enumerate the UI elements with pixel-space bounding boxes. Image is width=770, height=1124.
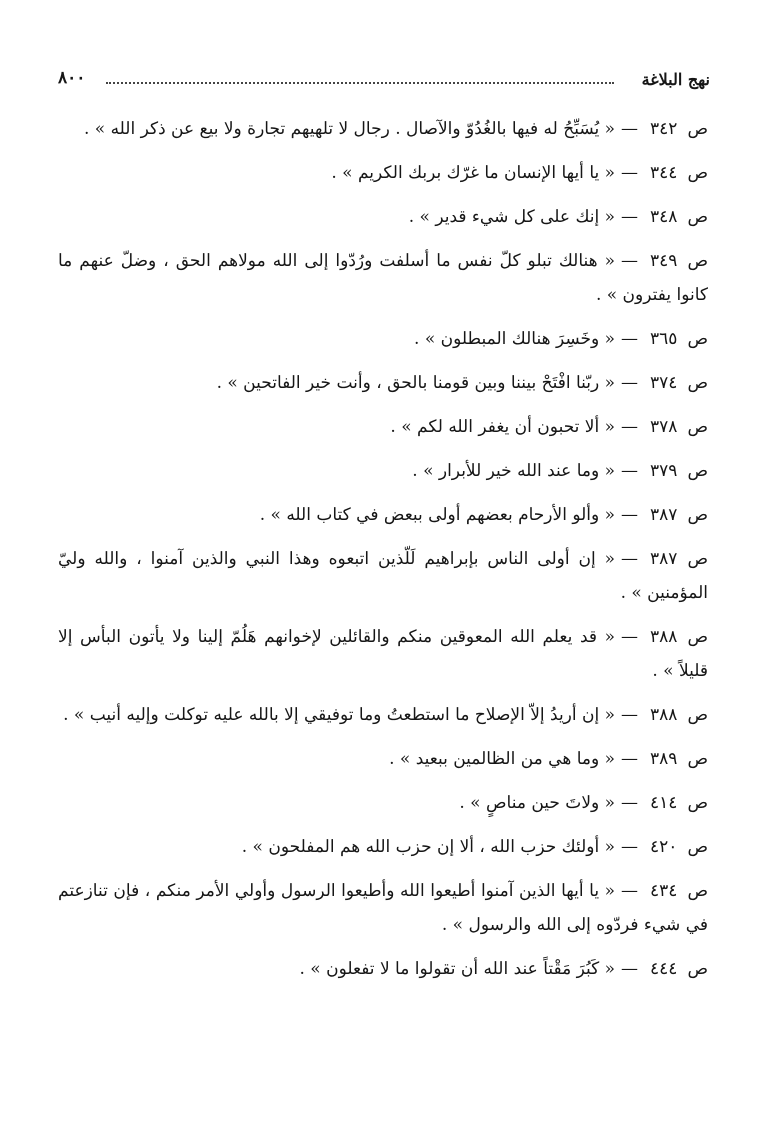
header-dotted-leader — [106, 82, 614, 84]
separator-dash: — — [621, 163, 639, 183]
page-reference — [644, 742, 708, 776]
reference-entry — [58, 156, 708, 190]
page-abbrev: ص — [687, 549, 708, 569]
separator-dash: — — [621, 959, 639, 979]
page-reference — [644, 952, 708, 986]
verse-text: « يا أيها الإنسان ما غرّك بربك الكريم » . — [331, 163, 616, 183]
page-ref-number: ٣٧٨ — [650, 417, 678, 437]
separator-dash: — — [621, 417, 639, 437]
reference-entry — [58, 366, 708, 400]
separator-dash: — — [621, 505, 639, 525]
separator-dash: — — [621, 207, 639, 227]
page-abbrev: ص — [687, 119, 708, 139]
page-ref-number: ٤٣٤ — [650, 881, 678, 901]
page-ref-number: ٤١٤ — [650, 793, 678, 813]
book-title: نهج البلاغة — [641, 70, 710, 89]
page-reference — [644, 112, 708, 146]
reference-entry — [58, 620, 708, 688]
verse-text: « ألا تحبون أن يغفر الله لكم » . — [390, 417, 616, 437]
reference-entry — [58, 410, 708, 444]
page-reference — [644, 454, 708, 488]
page-abbrev: ص — [687, 705, 708, 725]
verse-text: « إن أريدُ إلاّ الإصلاح ما استطعتُ وما توفيقي إلا بالله عليه توكلت وإليه أنيب » . — [63, 705, 616, 725]
page-ref-number: ٣٤٨ — [650, 207, 678, 227]
reference-entry — [58, 322, 708, 356]
separator-dash: — — [621, 881, 639, 901]
reference-entry — [58, 786, 708, 820]
page-ref-number: ٣٧٤ — [650, 373, 678, 393]
verse-text: « كَبُرَ مَقْتاً عند الله أن تقولوا ما لا تفعلون » . — [299, 959, 616, 979]
page-abbrev: ص — [687, 207, 708, 227]
running-header — [58, 62, 710, 96]
verse-text: « وما هي من الظالمين ببعيد » . — [389, 749, 616, 769]
page-ref-number: ٣٨٨ — [650, 705, 678, 725]
page-reference — [644, 698, 708, 732]
page-abbrev: ص — [687, 749, 708, 769]
page-reference — [644, 322, 708, 356]
separator-dash: — — [621, 749, 639, 769]
verse-text: « قد يعلم الله المعوقين منكم والقائلين لإخوانهم هَلُمّ إلينا ولا يأتون البأس إلا قليلاً » . — [58, 627, 708, 681]
separator-dash: — — [621, 329, 639, 349]
page-abbrev: ص — [687, 251, 708, 271]
verse-text: « وألو الأرحام بعضهم أولى ببعض في كتاب الله » . — [259, 505, 616, 525]
reference-entry — [58, 742, 708, 776]
page-abbrev: ص — [687, 417, 708, 437]
page-reference — [644, 156, 708, 190]
page-abbrev: ص — [687, 837, 708, 857]
verse-text: « يا أيها الذين آمنوا أطيعوا الله وأطيعوا الرسول وأولي الأمر منكم ، فإن تنازعتم في شيء فردّوه إلى الله والرسول » . — [58, 881, 708, 935]
page-ref-number: ٣٤٩ — [650, 251, 678, 271]
verse-text: « هنالك تبلو كلّ نفس ما أسلفت ورُدّوا إلى الله مولاهم الحق ، وضلّ عنهم ما كانوا يفترون » . — [58, 251, 708, 305]
separator-dash: — — [621, 373, 639, 393]
page-ref-number: ٣٨٨ — [650, 627, 678, 647]
separator-dash: — — [621, 837, 639, 857]
verse-text: « يُسَبِّحُ له فيها بالغُدُوّ والآصال . رجال لا تلهيهم تجارة ولا بيع عن ذكر الله » . — [83, 119, 616, 139]
page-reference — [644, 200, 708, 234]
reference-entry — [58, 952, 708, 986]
page-reference — [644, 542, 708, 576]
separator-dash: — — [621, 549, 639, 569]
verse-text: « وما عند الله خير للأبرار » . — [412, 461, 616, 481]
separator-dash: — — [621, 119, 639, 139]
reference-entry — [58, 200, 708, 234]
page-ref-number: ٣٧٩ — [650, 461, 678, 481]
verse-text: « إنك على كل شيء قدير » . — [408, 207, 616, 227]
verse-text: « أولئك حزب الله ، ألا إن حزب الله هم المفلحون » . — [241, 837, 616, 857]
page-number: ٨٠٠ — [58, 68, 86, 88]
reference-entry — [58, 498, 708, 532]
page-reference — [644, 244, 708, 278]
reference-entry — [58, 542, 708, 610]
reference-entry — [58, 454, 708, 488]
verse-text: « ولاتَ حين مناصٍ » . — [459, 793, 616, 813]
page-reference — [644, 366, 708, 400]
page-reference — [644, 410, 708, 444]
page-ref-number: ٣٨٩ — [650, 749, 678, 769]
separator-dash: — — [621, 705, 639, 725]
page-abbrev: ص — [687, 793, 708, 813]
reference-entry — [58, 244, 708, 312]
verse-text: « ربّنا افْتَحْ بيننا وبين قومنا بالحق ، وأنت خير الفاتحين » . — [216, 373, 616, 393]
page-abbrev: ص — [687, 373, 708, 393]
reference-entry — [58, 874, 708, 942]
page-abbrev: ص — [687, 627, 708, 647]
verse-text: « إن أولى الناس بإبراهيم لَلّذين اتبعوه وهذا النبي والذين آمنوا ، والله وليّ المؤمنين » . — [58, 549, 708, 603]
separator-dash: — — [621, 627, 639, 647]
page-abbrev: ص — [687, 461, 708, 481]
page-abbrev: ص — [687, 959, 708, 979]
page-reference — [644, 786, 708, 820]
page-reference — [644, 830, 708, 864]
page-abbrev: ص — [687, 881, 708, 901]
reference-entry — [58, 698, 708, 732]
page-abbrev: ص — [687, 329, 708, 349]
page-ref-number: ٣٨٧ — [650, 505, 678, 525]
quran-references-list — [58, 112, 708, 996]
page-reference — [644, 498, 708, 532]
page-ref-number: ٤٤٤ — [650, 959, 678, 979]
reference-entry — [58, 112, 708, 146]
separator-dash: — — [621, 793, 639, 813]
reference-entry — [58, 830, 708, 864]
separator-dash: — — [621, 461, 639, 481]
verse-text: « وخَسِرَ هنالك المبطلون » . — [414, 329, 616, 349]
separator-dash: — — [621, 251, 639, 271]
page-abbrev: ص — [687, 163, 708, 183]
page-ref-number: ٣٤٢ — [650, 119, 678, 139]
page-ref-number: ٣٤٤ — [650, 163, 678, 183]
page-reference — [644, 620, 708, 654]
page-abbrev: ص — [687, 505, 708, 525]
page-ref-number: ٣٨٧ — [650, 549, 678, 569]
page-ref-number: ٣٦٥ — [650, 329, 678, 349]
page-reference — [644, 874, 708, 908]
page-ref-number: ٤٢٠ — [650, 837, 678, 857]
